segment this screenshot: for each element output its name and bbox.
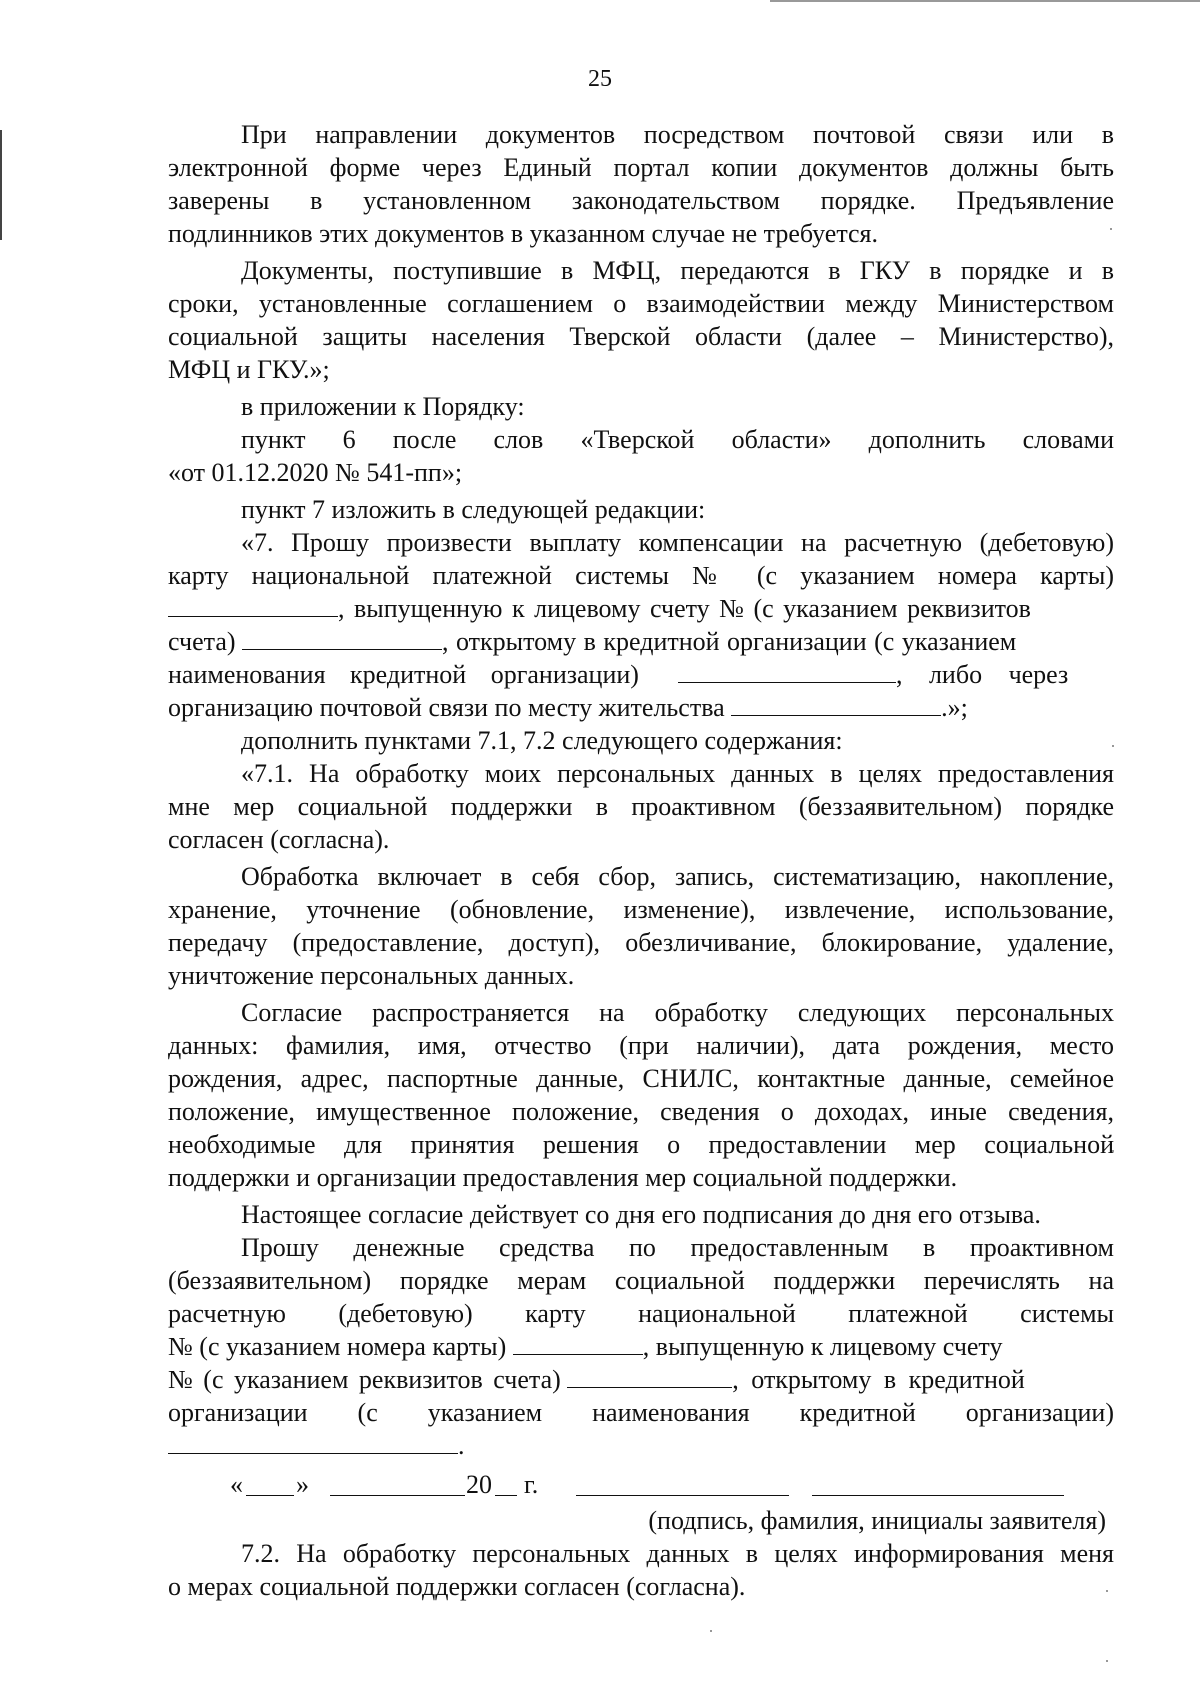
text-fragment: . bbox=[458, 1431, 465, 1460]
text-fragment: счета) bbox=[168, 627, 236, 656]
text-line-with-blank bbox=[168, 1363, 1114, 1396]
text-line: заверены в установленном законодательством порядке. Предъявление bbox=[168, 186, 1114, 215]
text-fragment: .»; bbox=[941, 693, 968, 722]
text-line: карту национальной платежной системы № (с указанием номера карты) bbox=[168, 561, 1114, 590]
text-fragment: , выпущенную к лицевому счету № (с указанием реквизитов bbox=[338, 594, 1031, 623]
text-line: пункт 6 после слов «Тверской области» дополнить словами bbox=[241, 425, 1114, 454]
text-line: мне мер социальной поддержки в проактивном (беззаявительном) порядке bbox=[168, 792, 1114, 821]
date-year-suffix: г. bbox=[524, 1470, 539, 1499]
text-line: «7. Прошу произвести выплату компенсации на расчетную (дебетовую) bbox=[241, 528, 1114, 557]
text-line: Прошу денежные средства по предоставленным в проактивном bbox=[241, 1233, 1114, 1262]
text-line: Согласие распространяется на обработку следующих персональных bbox=[241, 998, 1114, 1027]
text-fragment: № (с указанием номера карты) bbox=[168, 1332, 507, 1361]
scan-artifact-edge bbox=[0, 130, 2, 240]
text-line: положение, имущественное положение, сведения о доходах, иные сведения, bbox=[168, 1097, 1114, 1126]
text-line: сроки, установленные соглашением о взаимодействии между Министерством bbox=[168, 289, 1114, 318]
signature-line bbox=[168, 1466, 1114, 1502]
text-line-with-blank bbox=[168, 625, 1114, 658]
text-line: электронной форме через Единый портал копии документов должны быть bbox=[168, 153, 1114, 182]
text-line: Документы, поступившие в МФЦ, передаются в ГКУ в порядке и в bbox=[241, 256, 1114, 285]
date-year-prefix: 20 bbox=[466, 1470, 492, 1499]
text-line: Настоящее согласие действует со дня его подписания до дня его отзыва. bbox=[241, 1200, 1041, 1229]
text-line: «7.1. На обработку моих персональных данных в целях предоставления bbox=[241, 759, 1114, 788]
text-line: МФЦ и ГКУ.»; bbox=[168, 355, 330, 384]
text-line-with-blank bbox=[168, 658, 1114, 691]
scan-speck bbox=[1106, 1660, 1108, 1662]
fill-in-blank[interactable] bbox=[513, 1353, 643, 1355]
text-fragment: , открытому в кредитной организации (с указанием bbox=[442, 627, 1017, 656]
text-line: пункт 7 изложить в следующей редакции: bbox=[241, 495, 706, 524]
text-fragment: наименования кредитной организации) bbox=[168, 660, 639, 689]
text-line: (беззаявительном) порядке мерам социальной поддержки перечислять на bbox=[168, 1266, 1114, 1295]
text-line: поддержки и организации предоставления мер социальной поддержки. bbox=[168, 1163, 958, 1192]
text-line: необходимые для принятия решения о предоставлении мер социальной bbox=[168, 1130, 1114, 1159]
signature-caption: (подпись, фамилия, инициалы заявителя) bbox=[648, 1506, 1106, 1535]
date-month-blank[interactable] bbox=[330, 1494, 465, 1496]
text-line: рождения, адрес, паспортные данные, СНИЛС, контактные данные, семейное bbox=[168, 1064, 1114, 1093]
fill-in-blank[interactable] bbox=[168, 615, 338, 617]
text-line: 7.2. На обработку персональных данных в целях информирования меня bbox=[241, 1539, 1114, 1568]
text-line: хранение, уточнение (обновление, изменение), извлечение, использование, bbox=[168, 895, 1114, 924]
text-line: социальной защиты населения Тверской области (далее – Министерство), bbox=[168, 322, 1114, 351]
date-year-blank[interactable] bbox=[495, 1494, 517, 1496]
text-fragment: , выпущенную к лицевому счету bbox=[642, 1332, 1003, 1361]
text-fragment: организацию почтовой связи по месту жительства bbox=[168, 693, 725, 722]
fill-in-blank[interactable] bbox=[168, 1452, 458, 1454]
text-fragment: № (с указанием реквизитов счета) bbox=[168, 1365, 561, 1394]
date-day-blank[interactable] bbox=[246, 1494, 294, 1496]
fill-in-blank[interactable] bbox=[242, 648, 442, 650]
text-line-with-blank bbox=[168, 1330, 1114, 1363]
text-line: дополнить пунктами 7.1, 7.2 следующего содержания: bbox=[241, 726, 843, 755]
text-line: При направлении документов посредством почтовой связи или в bbox=[241, 120, 1114, 149]
page-number: 25 bbox=[588, 66, 612, 92]
text-line-with-blank bbox=[168, 592, 1114, 625]
name-initials-blank[interactable] bbox=[812, 1494, 1064, 1496]
scan-speck bbox=[710, 1630, 712, 1632]
text-line: данных: фамилия, имя, отчество (при наличии), дата рождения, место bbox=[168, 1031, 1114, 1060]
text-line: о мерах социальной поддержки согласен (согласна). bbox=[168, 1572, 746, 1601]
text-line: организации (с указанием наименования кредитной организации) bbox=[168, 1398, 1114, 1427]
text-line: уничтожение персональных данных. bbox=[168, 961, 575, 990]
text-line-with-blank bbox=[168, 691, 1114, 724]
fill-in-blank[interactable] bbox=[731, 714, 941, 716]
date-close-quote: » bbox=[296, 1470, 309, 1499]
signature-blank[interactable] bbox=[576, 1494, 789, 1496]
text-fragment: , либо через bbox=[895, 660, 1069, 689]
text-line: Обработка включает в себя сбор, запись, систематизацию, накопление, bbox=[241, 862, 1114, 891]
text-fragment: , открытому в кредитной bbox=[732, 1365, 1025, 1394]
text-line: расчетную (дебетовую) карту национальной платежной системы bbox=[168, 1299, 1114, 1328]
text-line: подлинников этих документов в указанном случае не требуется. bbox=[168, 219, 879, 248]
date-open-quote: « bbox=[230, 1470, 243, 1499]
fill-in-blank[interactable] bbox=[567, 1386, 732, 1388]
text-line-with-blank bbox=[168, 1429, 1114, 1462]
document-body bbox=[168, 118, 1114, 1603]
text-line: передачу (предоставление, доступ), обезличивание, блокирование, удаление, bbox=[168, 928, 1114, 957]
scan-artifact-top bbox=[770, 0, 1200, 2]
text-line: в приложении к Порядку: bbox=[241, 392, 525, 421]
text-line: «от 01.12.2020 № 541-пп»; bbox=[168, 458, 463, 487]
text-line: согласен (согласна). bbox=[168, 825, 390, 854]
fill-in-blank[interactable] bbox=[678, 681, 896, 683]
